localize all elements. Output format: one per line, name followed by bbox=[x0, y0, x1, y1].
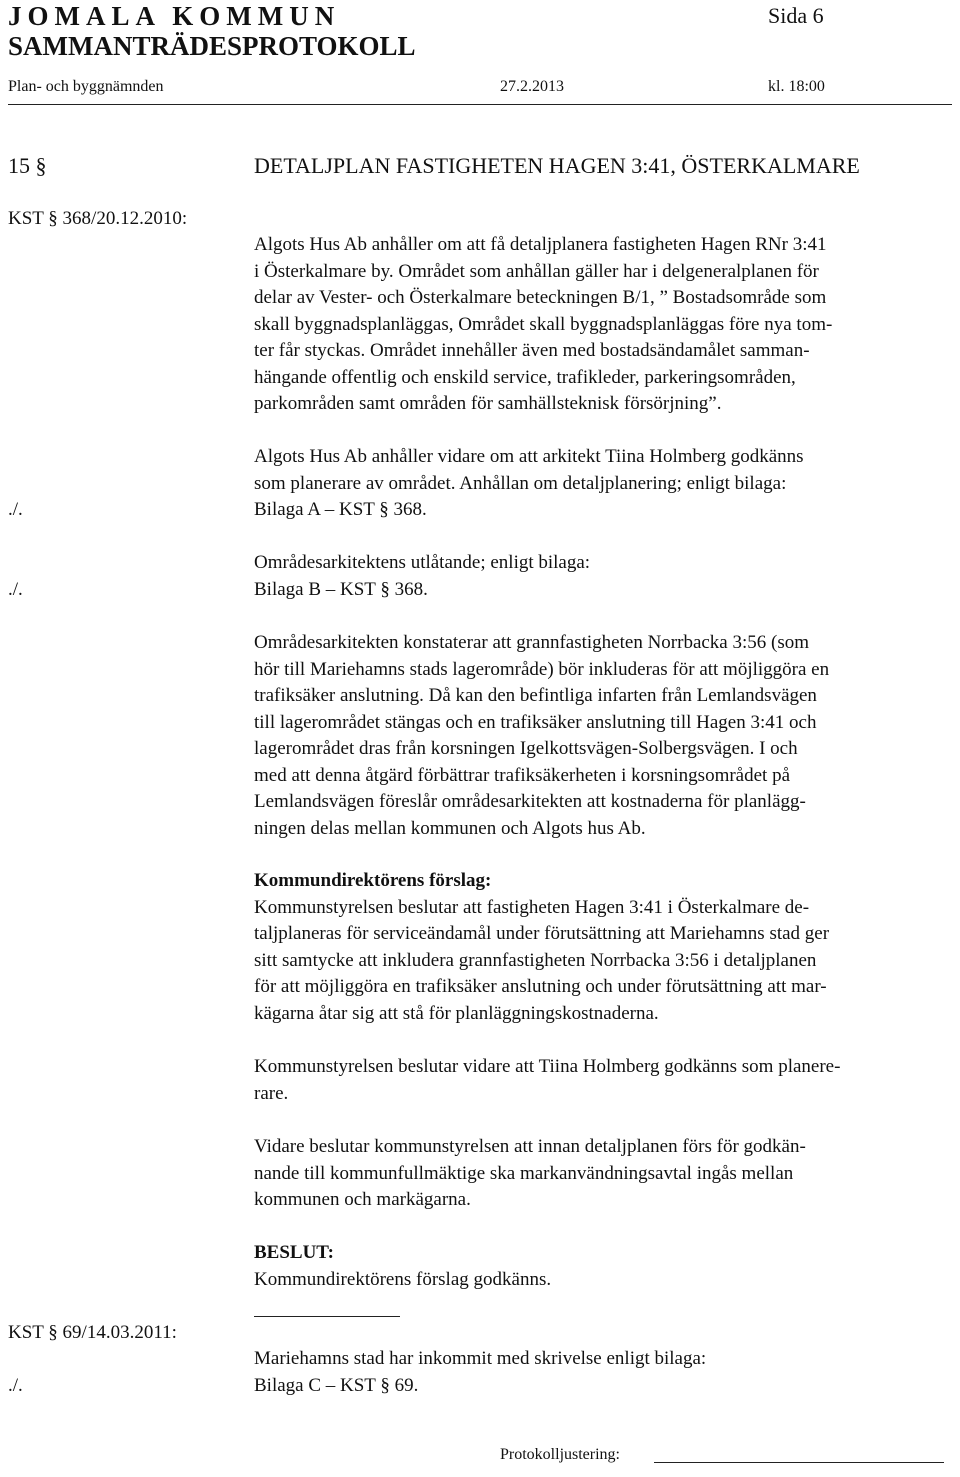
text-line: Lemlandsvägen föreslår områdesarkitekten att kostnaderna för planlägg- bbox=[254, 791, 806, 812]
text-line: trafiksäker anslutning. Då kan den befintliga infarten från Lemlandsvägen bbox=[254, 685, 817, 706]
municipality-name: JOMALA KOMMUN bbox=[8, 1, 341, 31]
text-line: i Österkalmare by. Området som anhållan gäller har i delgeneralplanen för bbox=[254, 260, 819, 282]
text-line: rare. bbox=[254, 1082, 289, 1104]
text-line: parkområden samt områden för samhällsteknisk försörjning”. bbox=[254, 393, 722, 414]
attachment-c: Bilaga C – KST § 69. bbox=[254, 1374, 419, 1396]
text-line: till lagerområdet stängas och en trafiksäker anslutning till Hagen 3:41 och bbox=[254, 711, 817, 733]
text-line: taljplaneras för serviceändamål under förutsättning att Mariehamns stad ger bbox=[254, 923, 830, 944]
proposal-heading: Kommundirektörens förslag: bbox=[254, 870, 492, 891]
separator-line bbox=[254, 1316, 400, 1317]
signature-line bbox=[654, 1462, 944, 1463]
text-line: Områdesarkitektens utlåtande; enligt bilaga: bbox=[254, 552, 591, 573]
proposal-agreement-paragraph bbox=[254, 1134, 954, 1214]
kst-label-69: KST § 69/14.03.2011: bbox=[8, 1322, 177, 1343]
application-paragraph bbox=[254, 232, 954, 418]
kst69-paragraph bbox=[254, 1346, 954, 1399]
attachment-mark: ./. bbox=[8, 499, 23, 520]
text-line: med att denna åtgärd förbättrar trafiksäkerheten i korsningsområdet på bbox=[254, 764, 791, 786]
decision-heading: BESLUT: bbox=[254, 1242, 334, 1263]
protocol-review-label: Protokolljustering: bbox=[500, 1446, 620, 1463]
attachment-a: Bilaga A – KST § 368. bbox=[254, 499, 427, 520]
header-divider bbox=[8, 104, 952, 105]
meeting-date: 27.2.2013 bbox=[500, 78, 564, 95]
text-line: Kommunstyrelsen beslutar vidare att Tiina Holmberg godkänns som planere- bbox=[254, 1056, 841, 1077]
architect-request-paragraph bbox=[254, 444, 954, 524]
meeting-time: kl. 18:00 bbox=[768, 78, 825, 95]
text-line: delar av Vester- och Österkalmare beteckningen B/1, ” Bostadsområde som bbox=[254, 287, 827, 308]
attachment-b: Bilaga B – KST § 368. bbox=[254, 578, 428, 600]
text-line: hängande offentlig och enskild service, trafikleder, parkeringsområden, bbox=[254, 366, 796, 388]
attachment-mark: ./. bbox=[8, 579, 23, 600]
kst-label-368: KST § 368/20.12.2010: bbox=[8, 208, 188, 229]
page-number: Sida 6 bbox=[768, 3, 824, 28]
proposal-architect-paragraph bbox=[254, 1054, 954, 1107]
text-line: lagerområdet dras från korsningen Igelkottsvägen-Solbergsvägen. I och bbox=[254, 738, 798, 759]
section-title: DETALJPLAN FASTIGHETEN HAGEN 3:41, ÖSTERKALMARE bbox=[254, 153, 860, 178]
text-line: nande till kommunfullmäktige ska markanvändningsavtal ingås mellan bbox=[254, 1162, 794, 1184]
decision-text: Kommundirektörens förslag godkänns. bbox=[254, 1268, 552, 1290]
protocol-title: SAMMANTRÄDESPROTOKOLL bbox=[8, 31, 416, 61]
text-line: som planerare av området. Anhållan om detaljplanering; enligt bilaga: bbox=[254, 472, 787, 494]
text-line: för att möjliggöra en trafiksäker anslutning och under förutsättning att mar- bbox=[254, 976, 827, 997]
text-line: kägarna åtar sig att stå för planläggningskostnaderna. bbox=[254, 1002, 659, 1024]
text-line: skall byggnadsplanläggas, Området skall byggnadsplanläggas före nya tom- bbox=[254, 313, 833, 335]
decision-section bbox=[254, 1240, 954, 1293]
proposal-section bbox=[254, 868, 954, 1027]
text-line: Områdesarkitekten konstaterar att grannfastigheten Norrbacka 3:56 (som bbox=[254, 632, 810, 653]
text-line: Vidare beslutar kommunstyrelsen att innan detaljplanen förs för godkän- bbox=[254, 1136, 806, 1157]
attachment-mark: ./. bbox=[8, 1375, 23, 1396]
section-number: 15 § bbox=[8, 153, 47, 178]
text-line: Algots Hus Ab anhåller om att få detaljplanera fastigheten Hagen RNr 3:41 bbox=[254, 234, 827, 255]
text-line: hör till Mariehamns stads lagerområde) bör inkluderas för att möjliggöra en bbox=[254, 658, 830, 680]
text-line: Mariehamns stad har inkommit med skrivelse enligt bilaga: bbox=[254, 1348, 707, 1369]
text-line: Algots Hus Ab anhåller vidare om att arkitekt Tiina Holmberg godkänns bbox=[254, 446, 804, 467]
text-line: kommunen och markägarna. bbox=[254, 1189, 471, 1210]
area-architect-paragraph bbox=[254, 630, 954, 842]
text-line: Kommunstyrelsen beslutar att fastigheten Hagen 3:41 i Österkalmare de- bbox=[254, 896, 810, 918]
committee-name: Plan- och byggnämnden bbox=[8, 78, 164, 95]
text-line: ningen delas mellan kommunen och Algots hus Ab. bbox=[254, 817, 646, 839]
text-line: ter får styckas. Området innehåller även med bostadsändamålet samman- bbox=[254, 340, 810, 361]
text-line: sitt samtycke att inkludera grannfastigheten Norrbacka 3:56 i detaljplanen bbox=[254, 949, 817, 971]
area-architect-statement bbox=[254, 550, 954, 603]
